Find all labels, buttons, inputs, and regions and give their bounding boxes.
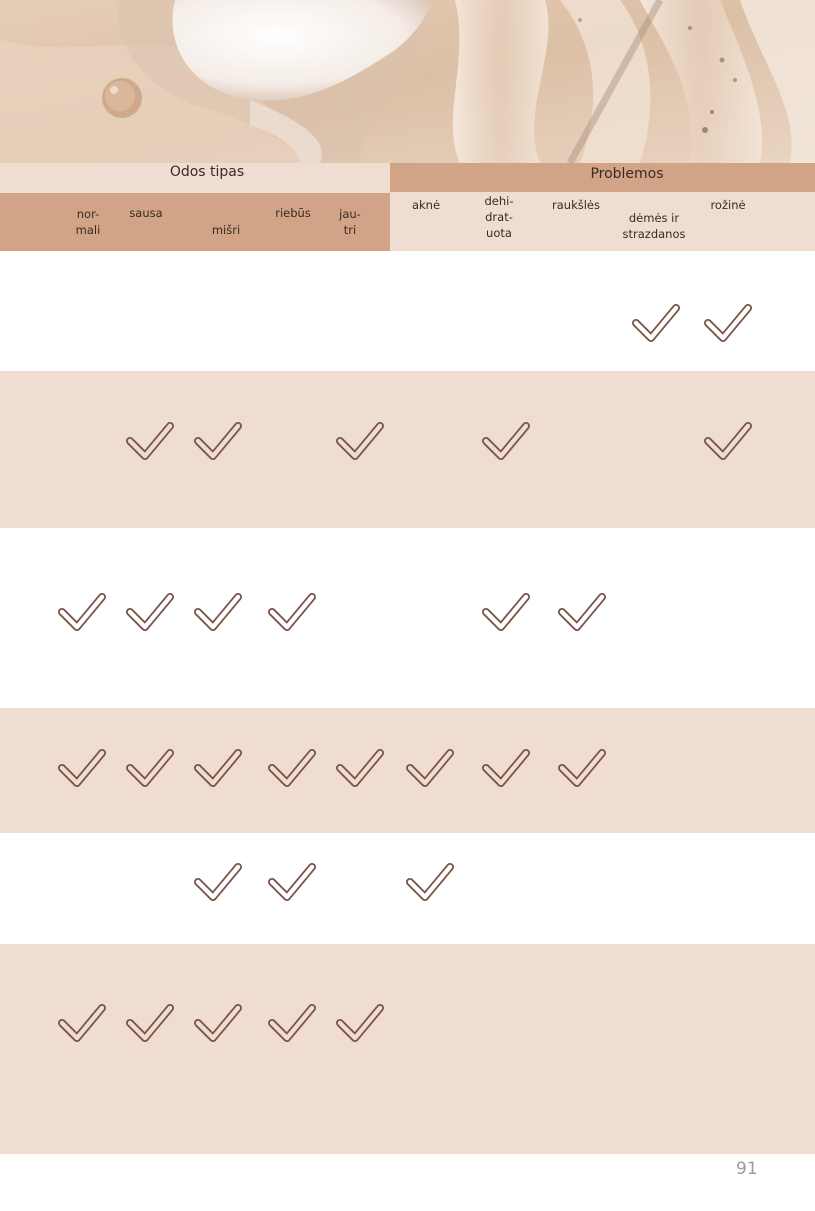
page-number: 91: [736, 1159, 758, 1179]
checkmark-icon: [482, 420, 530, 460]
checkmark-icon: [268, 591, 316, 631]
checkmark-icon: [704, 420, 752, 460]
checkmark-icon: [194, 1002, 242, 1042]
checkmark-icon: [406, 747, 454, 787]
skin-type-columns-band: [0, 193, 390, 251]
col-label-normal: nor- mali: [75, 207, 101, 237]
checkmark-icon: [336, 1002, 384, 1042]
checkmark-icon: [268, 861, 316, 901]
checkmark-icon: [194, 420, 242, 460]
checkmark-icon: [268, 1002, 316, 1042]
checkmark-icon: [482, 591, 530, 631]
hero-cream-swatch-photo: [0, 0, 815, 163]
table-row: [0, 251, 815, 371]
col-label-wrinkles: raukšlės: [552, 198, 600, 212]
checkmark-icon: [194, 747, 242, 787]
checkmark-icon: [558, 747, 606, 787]
col-label-sensitive: jau- tri: [339, 207, 361, 237]
checkmark-icon: [632, 302, 680, 342]
col-label-acne: aknė: [411, 198, 441, 212]
checkmark-icon: [58, 591, 106, 631]
problems-title: Problemos: [590, 166, 664, 182]
checkmark-icon: [336, 747, 384, 787]
skin-type-title: Odos tipas: [169, 164, 245, 180]
checkmark-icon: [704, 302, 752, 342]
checkmark-icon: [336, 420, 384, 460]
checkmark-icon: [58, 747, 106, 787]
col-label-spots: dėmės ir strazdanos: [622, 211, 686, 241]
checkmark-icon: [406, 861, 454, 901]
col-label-dry: sausa: [129, 206, 163, 220]
col-label-mixed: mišri: [211, 223, 241, 237]
col-label-oily: riebūs: [275, 206, 311, 220]
checkmark-icon: [126, 1002, 174, 1042]
table-row: [0, 944, 815, 1154]
table-row: [0, 371, 815, 528]
col-label-rosacea: rožinė: [710, 198, 746, 212]
checkmark-icon: [126, 591, 174, 631]
checkmark-icon: [58, 1002, 106, 1042]
checkmark-icon: [558, 591, 606, 631]
table-row: [0, 528, 815, 708]
checkmark-icon: [482, 747, 530, 787]
col-label-dehydrated: dehi- drat- uota: [484, 194, 514, 240]
checkmark-icon: [126, 420, 174, 460]
checkmark-icon: [126, 747, 174, 787]
checkmark-icon: [268, 747, 316, 787]
checkmark-icon: [194, 861, 242, 901]
problems-columns-band: [390, 192, 815, 251]
checkmark-icon: [194, 591, 242, 631]
